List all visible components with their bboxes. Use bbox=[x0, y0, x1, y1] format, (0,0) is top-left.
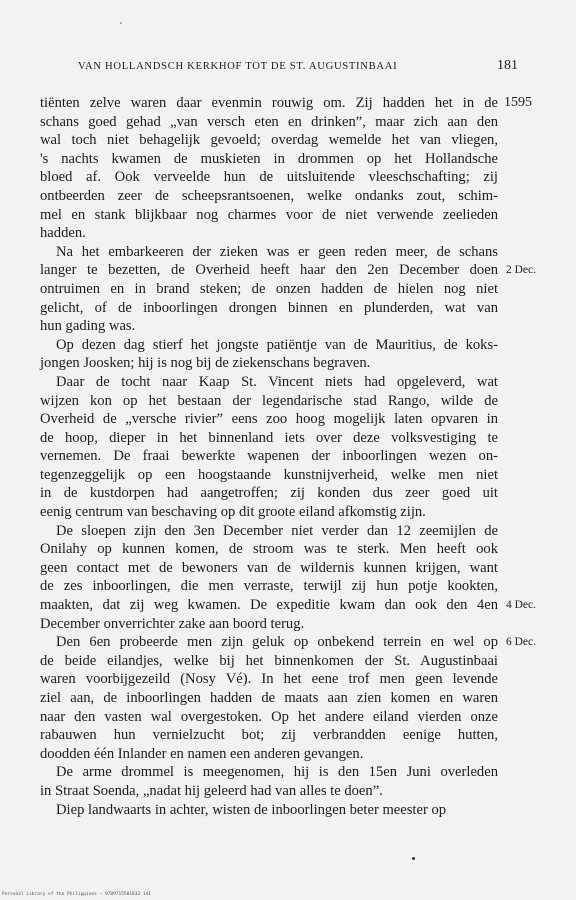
text-line: tegenzeggelijk op een hoogstaande kunstnijverheid, welke men niet bbox=[40, 466, 498, 483]
text-line: mel en stank blijkbaar nog charmes voor de niet verwende zeelieden bbox=[40, 206, 498, 223]
text-line: hadden. bbox=[40, 225, 86, 242]
text-line: Op dezen dag stierf het jongste patiëntje van de Mauritius, de koks- bbox=[56, 336, 498, 353]
margin-year: 1595 bbox=[504, 95, 532, 110]
text-line: 's nachts kwamen de muskieten in drommen op het Hollandsche bbox=[40, 150, 498, 167]
text-line: Na het embarkeeren der zieken was er geen reden meer, de schans bbox=[56, 243, 498, 260]
body-text bbox=[40, 94, 498, 819]
margin-note-2-dec: 2 Dec. bbox=[505, 264, 536, 276]
text-line: jongen Joosken; hij is nog bij de ziekenschans begraven. bbox=[40, 355, 371, 372]
ink-speck bbox=[412, 857, 415, 860]
text-line: gelicht, of de inboorlingen drongen binnen en plunderden, wat van bbox=[40, 299, 498, 316]
text-line: wijzen kon op het bestaan der legendarische stad Rango, wilde de bbox=[40, 392, 498, 409]
margin-note-6-dec: 6 Dec. bbox=[505, 636, 536, 648]
ink-speck bbox=[120, 22, 122, 24]
text-line: Overheid de „versche rivier” eens zoo hoog mogelijk laten opvaren in bbox=[40, 411, 498, 428]
text-line: bloed af. Ook verveelde hun de uitsluitende vleeschschafting; zij bbox=[40, 169, 498, 186]
text-line: hun gading was. bbox=[40, 318, 136, 335]
text-line: in de kustdorpen had aangetroffen; zij konden dus zeer goed uit bbox=[40, 485, 498, 502]
text-line: Onilahy op kunnen komen, de stroom was te sterk. Men heeft ook bbox=[40, 541, 498, 558]
text-line: rabauwen hun vernielzucht bot; zij verbrandden eenige hutten, bbox=[40, 727, 498, 744]
text-line: waren voorbijgezeild (Nosy Vé). In het eene trof men geen levende bbox=[40, 671, 498, 688]
text-line: de beide eilandjes, welke bij het binnenkomen der St. Augustinbaai bbox=[40, 652, 498, 669]
text-line: maakten, dat zij weg kwamen. De expeditie kwam dan ook den 4en bbox=[40, 597, 498, 614]
text-line: langer te bezetten, de Overheid heeft haar den 2en December doen bbox=[40, 262, 498, 279]
text-line: de zes inboorlingen, die men verraste, terwijl zij hun potje kookten, bbox=[40, 578, 498, 595]
text-line: December onverrichter zake aan boord terug. bbox=[40, 615, 305, 632]
text-line: Den 6en probeerde men zijn geluk op onbekend terrein en wel op bbox=[56, 634, 498, 651]
text-line: De arme drommel is meegenomen, hij is den 15en Juni overleden bbox=[56, 764, 498, 781]
text-line: wal toch niet behagelijk gevoeld; overdag wemelde het van vliegen, bbox=[40, 132, 498, 149]
text-line: naar den vasten wal overgestoken. Op het andere eiland vierden onze bbox=[40, 708, 498, 725]
text-line: De sloepen zijn den 3en December niet verder dan 12 zeemijlen de bbox=[56, 522, 498, 539]
text-line: ontruimen en in brand steken; de onzen hadden de hielen nog niet bbox=[40, 280, 498, 297]
text-line: vernemen. De fraai bewerkte wapenen der inboorlingen wezen on- bbox=[40, 448, 498, 465]
text-line: schans goed gehad „van versch eten en drinken”, maar zich aan den bbox=[40, 113, 498, 130]
text-line: eenig centrum van beschaving op dit groote eiland afkomstig zijn. bbox=[40, 504, 426, 521]
text-line: doodden één Inlander en namen een anderen gevangen. bbox=[40, 745, 364, 762]
text-line: Daar de tocht naar Kaap St. Vincent niets had opgeleverd, wat bbox=[56, 373, 498, 390]
header-title: VAN HOLLANDSCH KERKHOF TOT DE ST. AUGUSTINBAAI bbox=[78, 61, 398, 72]
text-line: in Straat Soenda, „nadat hij geleerd had van alles te doen”. bbox=[40, 782, 383, 799]
text-line: Diep landwaarts in achter, wisten de inboorlingen beter meester op bbox=[56, 801, 447, 818]
text-line: tiënten zelve waren daar evenmin rouwig om. Zij hadden het in de bbox=[40, 95, 498, 111]
footer-scan-note: Personal Library of the Philippines — 9789715501833 141 bbox=[2, 892, 152, 897]
margin-note-4-dec: 4 Dec. bbox=[505, 599, 536, 611]
text-line: de hoop, dieper in het binnenland iets over deze volksvestiging te bbox=[40, 429, 498, 446]
text-line: ontbeerden zeer de scheepsrantsoenen, welke ondanks zout, schim- bbox=[40, 187, 498, 204]
text-line: ziel aan, de inboorlingen hadden de maats aan zien komen en waren bbox=[40, 690, 498, 706]
running-header bbox=[78, 58, 518, 78]
page-number: 181 bbox=[497, 58, 518, 73]
text-line: geen contact met de bewoners van de wildernis kunnen krijgen, want bbox=[40, 559, 498, 576]
